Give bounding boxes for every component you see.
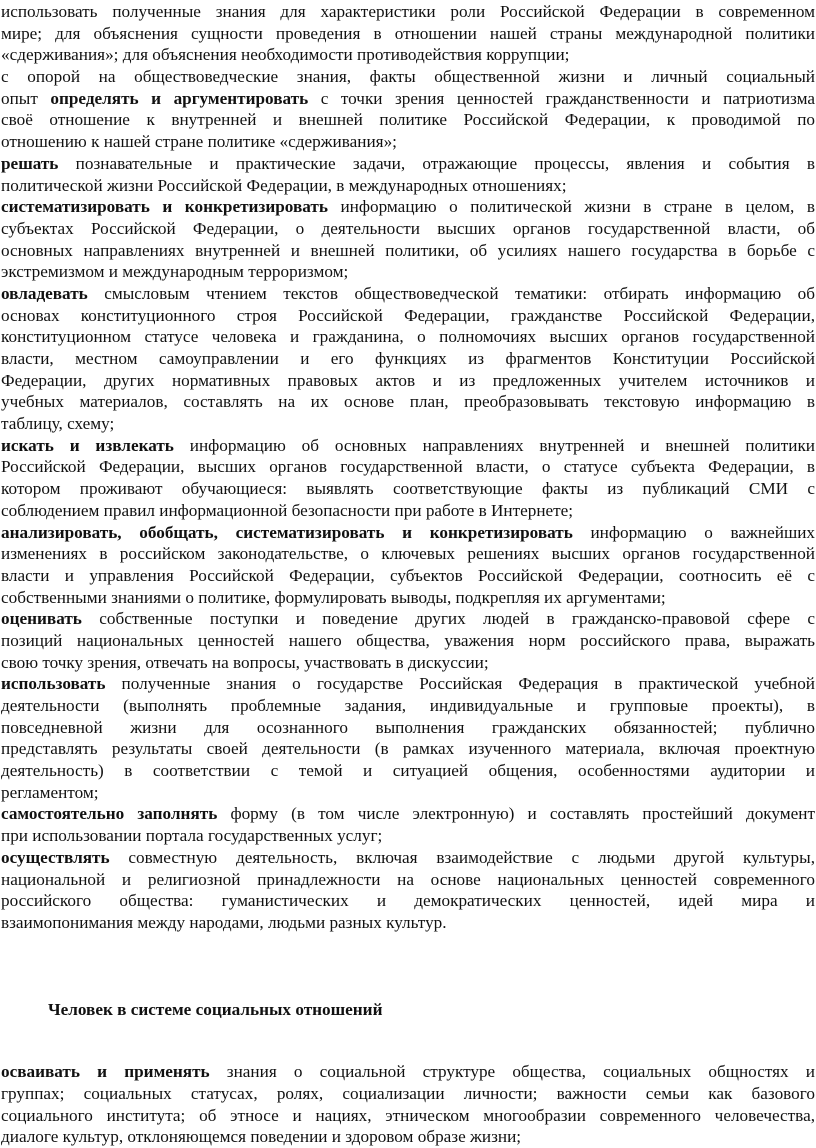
line-text: использовать полученные знания для характеристики роли Российской Федерации в современном: [1, 2, 815, 21]
text-line: [1, 673, 815, 695]
paragraphs-after: [1, 1061, 815, 1148]
text-line: [1, 478, 815, 500]
line-text: экстремизмом и международным терроризмом;: [1, 262, 349, 282]
bold-verb: анализировать, обобщать, систематизировать и конкретизировать: [1, 522, 573, 542]
line-text: свою точку зрения, отвечать на вопросы, участвовать в дискуссии;: [1, 652, 489, 672]
line-text: социального института; об этносе и нациях, этническом многообразии современного человечества,: [1, 1105, 815, 1125]
text-line: [1, 782, 815, 804]
line-text: политической жизни Российской Федерации, в международных отношениях;: [1, 175, 567, 195]
text-line: [1, 565, 815, 587]
bold-verb: искать и извлекать: [1, 435, 174, 455]
line-text: знания о социальной структуре общества, социальных общностях и: [209, 1062, 815, 1082]
paragraph: [1, 847, 815, 934]
bold-verb: осваивать и применять: [1, 1062, 210, 1082]
line-text: собственными знаниями о политике, формулировать выводы, подкрепляя их аргументами;: [1, 587, 666, 607]
line-text: котором проживают обучающиеся: выявлять соответствующие факты из публикаций СМИ с: [1, 479, 815, 499]
document-page: [1, 1, 815, 1148]
text-line: [1, 869, 815, 891]
text-line: [1, 153, 815, 175]
bold-verb: осуществлять: [1, 847, 110, 867]
text-line: [1, 240, 815, 262]
section-heading: Человек в системе социальных отношений: [48, 999, 383, 1019]
text-line: [1, 630, 815, 652]
line-text: таблицу, схему;: [1, 414, 115, 434]
text-line: [1, 44, 815, 66]
text-line: [1, 847, 815, 869]
line-text: при использовании портала государственных услуг;: [1, 826, 383, 846]
paragraph: [1, 1061, 815, 1148]
paragraph: [1, 153, 815, 196]
bold-verb: овладевать: [1, 283, 88, 303]
line-text: познавательные и практические задачи, отражающие процессы, явления и события в: [58, 153, 815, 173]
paragraph: [1, 608, 815, 673]
text-line: [1, 305, 815, 327]
paragraph: [1, 196, 815, 283]
text-line: [1, 825, 815, 847]
line-text: информацию о важнейших: [572, 522, 815, 542]
line-text: информацию об основных направлениях внутренней и внешней политики: [173, 435, 815, 455]
bold-verb: определять и аргументировать: [50, 88, 309, 108]
paragraph: [1, 1, 815, 66]
text-line: [1, 370, 815, 392]
line-text: представлять результаты своей деятельности (в рамках изученного материала, включая проектную: [1, 739, 815, 759]
text-line: [1, 587, 815, 609]
paragraph: [1, 66, 815, 153]
text-line: [1, 391, 815, 413]
line-text: отношению к нашей стране политике «сдерживания»;: [1, 132, 397, 152]
line-text: форму (в том числе электронную) и составлять простейший документ: [217, 804, 815, 824]
text-line: [1, 66, 815, 88]
bold-verb: самостоятельно заполнять: [1, 804, 218, 824]
line-text: власти и управления Российской Федерации, субъектов Российской Федерации, соотносить её с: [1, 565, 815, 585]
line-text: мире; для объяснения сущности проведения в отношении нашей страны международной политики: [1, 23, 815, 43]
line-text: полученные знания о государстве Российская Федерация в практической учебной: [105, 674, 815, 694]
line-text: основных направлениях внутренней и внешней политики, об усилиях нашего государства в борьбе с: [1, 240, 815, 260]
paragraphs-before: [1, 1, 815, 934]
text-line: [1, 1083, 815, 1105]
paragraph: [1, 673, 815, 803]
paragraph: [1, 283, 815, 435]
text-line: [1, 652, 815, 674]
bold-verb: оценивать: [1, 609, 82, 629]
line-text: учебных материалов, составлять на их основе план, преобразовывать текстовую информацию в: [1, 392, 815, 412]
line-text: национальной и религиозной принадлежности на основе национальных ценностей современного: [1, 869, 815, 889]
line-text: Федерации, других нормативных правовых актов и из предложенных учителем источников и: [1, 370, 815, 390]
line-text: совместную деятельность, включая взаимодействие с людьми другой культуры,: [109, 847, 815, 867]
text-line: [1, 88, 815, 110]
text-line: [1, 912, 815, 934]
text-line: [1, 738, 815, 760]
line-text: «сдерживания»; для объяснения необходимости противодействия коррупции;: [1, 45, 570, 65]
text-line: [1, 326, 815, 348]
line-text: изменениях в российском законодательстве, о ключевых решениях высших органов государственной: [1, 544, 815, 564]
line-text: с точки зрения ценностей гражданственности и патриотизма: [308, 88, 815, 108]
text-line: [1, 109, 815, 131]
line-text: конституционном статусе человека и гражданина, о полномочиях высших органов государственной: [1, 327, 815, 347]
line-text: власти, местном самоуправлении и его функциях из фрагментов Конституции Российской: [1, 349, 815, 368]
line-text: с опорой на обществоведческие знания, факты общественной жизни и личный социальный: [1, 67, 815, 87]
line-text: группах; социальных статусах, ролях, социализации личности; важности семьи как базового: [1, 1083, 815, 1103]
line-text: субъектах Российской Федерации, о деятельности высших органов государственной власти, об: [1, 218, 815, 238]
text-line: [1, 717, 815, 739]
line-text: деятельность) в соответствии с темой и ситуацией общения, особенностями аудитории и: [1, 761, 815, 781]
text-line: [1, 218, 815, 240]
text-line: [1, 1061, 815, 1083]
text-line: [1, 435, 815, 457]
spacer: [1, 1020, 815, 1061]
bold-verb: систематизировать и конкретизировать: [1, 197, 328, 217]
text-line: [1, 1126, 815, 1148]
line-text: регламентом;: [1, 782, 99, 802]
text-line: [1, 131, 815, 153]
text-line: [1, 456, 815, 478]
text-line: [1, 1, 815, 23]
text-line: [1, 803, 815, 825]
line-text: своё отношение к внутренней и внешней политике Российской Федерации, к проводимой по: [1, 110, 815, 130]
text-line: [1, 500, 815, 522]
text-line: [1, 283, 815, 305]
line-text: деятельности (выполнять проблемные задания, индивидуальные и групповые проекты), в: [1, 696, 815, 715]
line-text: смысловым чтением текстов обществоведческой тематики: отбирать информацию об: [87, 283, 815, 303]
text-line: [1, 522, 815, 544]
text-line: [1, 261, 815, 283]
line-text: основах конституционного строя Российской Федерации, гражданстве Российской Федерации,: [1, 305, 815, 325]
line-text: повседневной жизни для осознанного выполнения гражданских обязанностей; публично: [1, 717, 815, 737]
text-line: [1, 608, 815, 630]
bold-verb: использовать: [1, 674, 106, 694]
line-text: опыт: [1, 88, 51, 108]
line-text: собственные поступки и поведение других людей в гражданско-правовой сфере с: [81, 609, 815, 629]
text-line: [1, 890, 815, 912]
text-line: [1, 413, 815, 435]
text-line: [1, 23, 815, 45]
line-text: российского общества: гуманистических и демократических ценностей, идей мира и: [1, 891, 815, 911]
line-text: соблюдением правил информационной безопасности при работе в Интернете;: [1, 500, 574, 520]
spacer: [1, 934, 815, 999]
paragraph: [1, 435, 815, 522]
line-text: диалоге культур, отклоняющемся поведении и здоровом образе жизни;: [1, 1127, 522, 1147]
text-line: [1, 543, 815, 565]
bold-verb: решать: [1, 153, 59, 173]
text-line: [1, 175, 815, 197]
line-text: информацию о политической жизни в стране в целом, в: [327, 197, 815, 217]
text-line: [1, 695, 815, 717]
line-text: позиций национальных ценностей нашего общества, уважения норм российского права, выражать: [1, 630, 815, 650]
text-line: [1, 348, 815, 370]
paragraph: [1, 522, 815, 609]
paragraph: [1, 803, 815, 846]
text-line: [1, 1105, 815, 1127]
text-line: [1, 760, 815, 782]
line-text: взаимопонимания между народами, людьми разных культур.: [1, 912, 447, 932]
line-text: Российской Федерации, высших органов государственной власти, о статусе субъекта Федерации, в: [1, 457, 815, 477]
text-line: [1, 196, 815, 218]
